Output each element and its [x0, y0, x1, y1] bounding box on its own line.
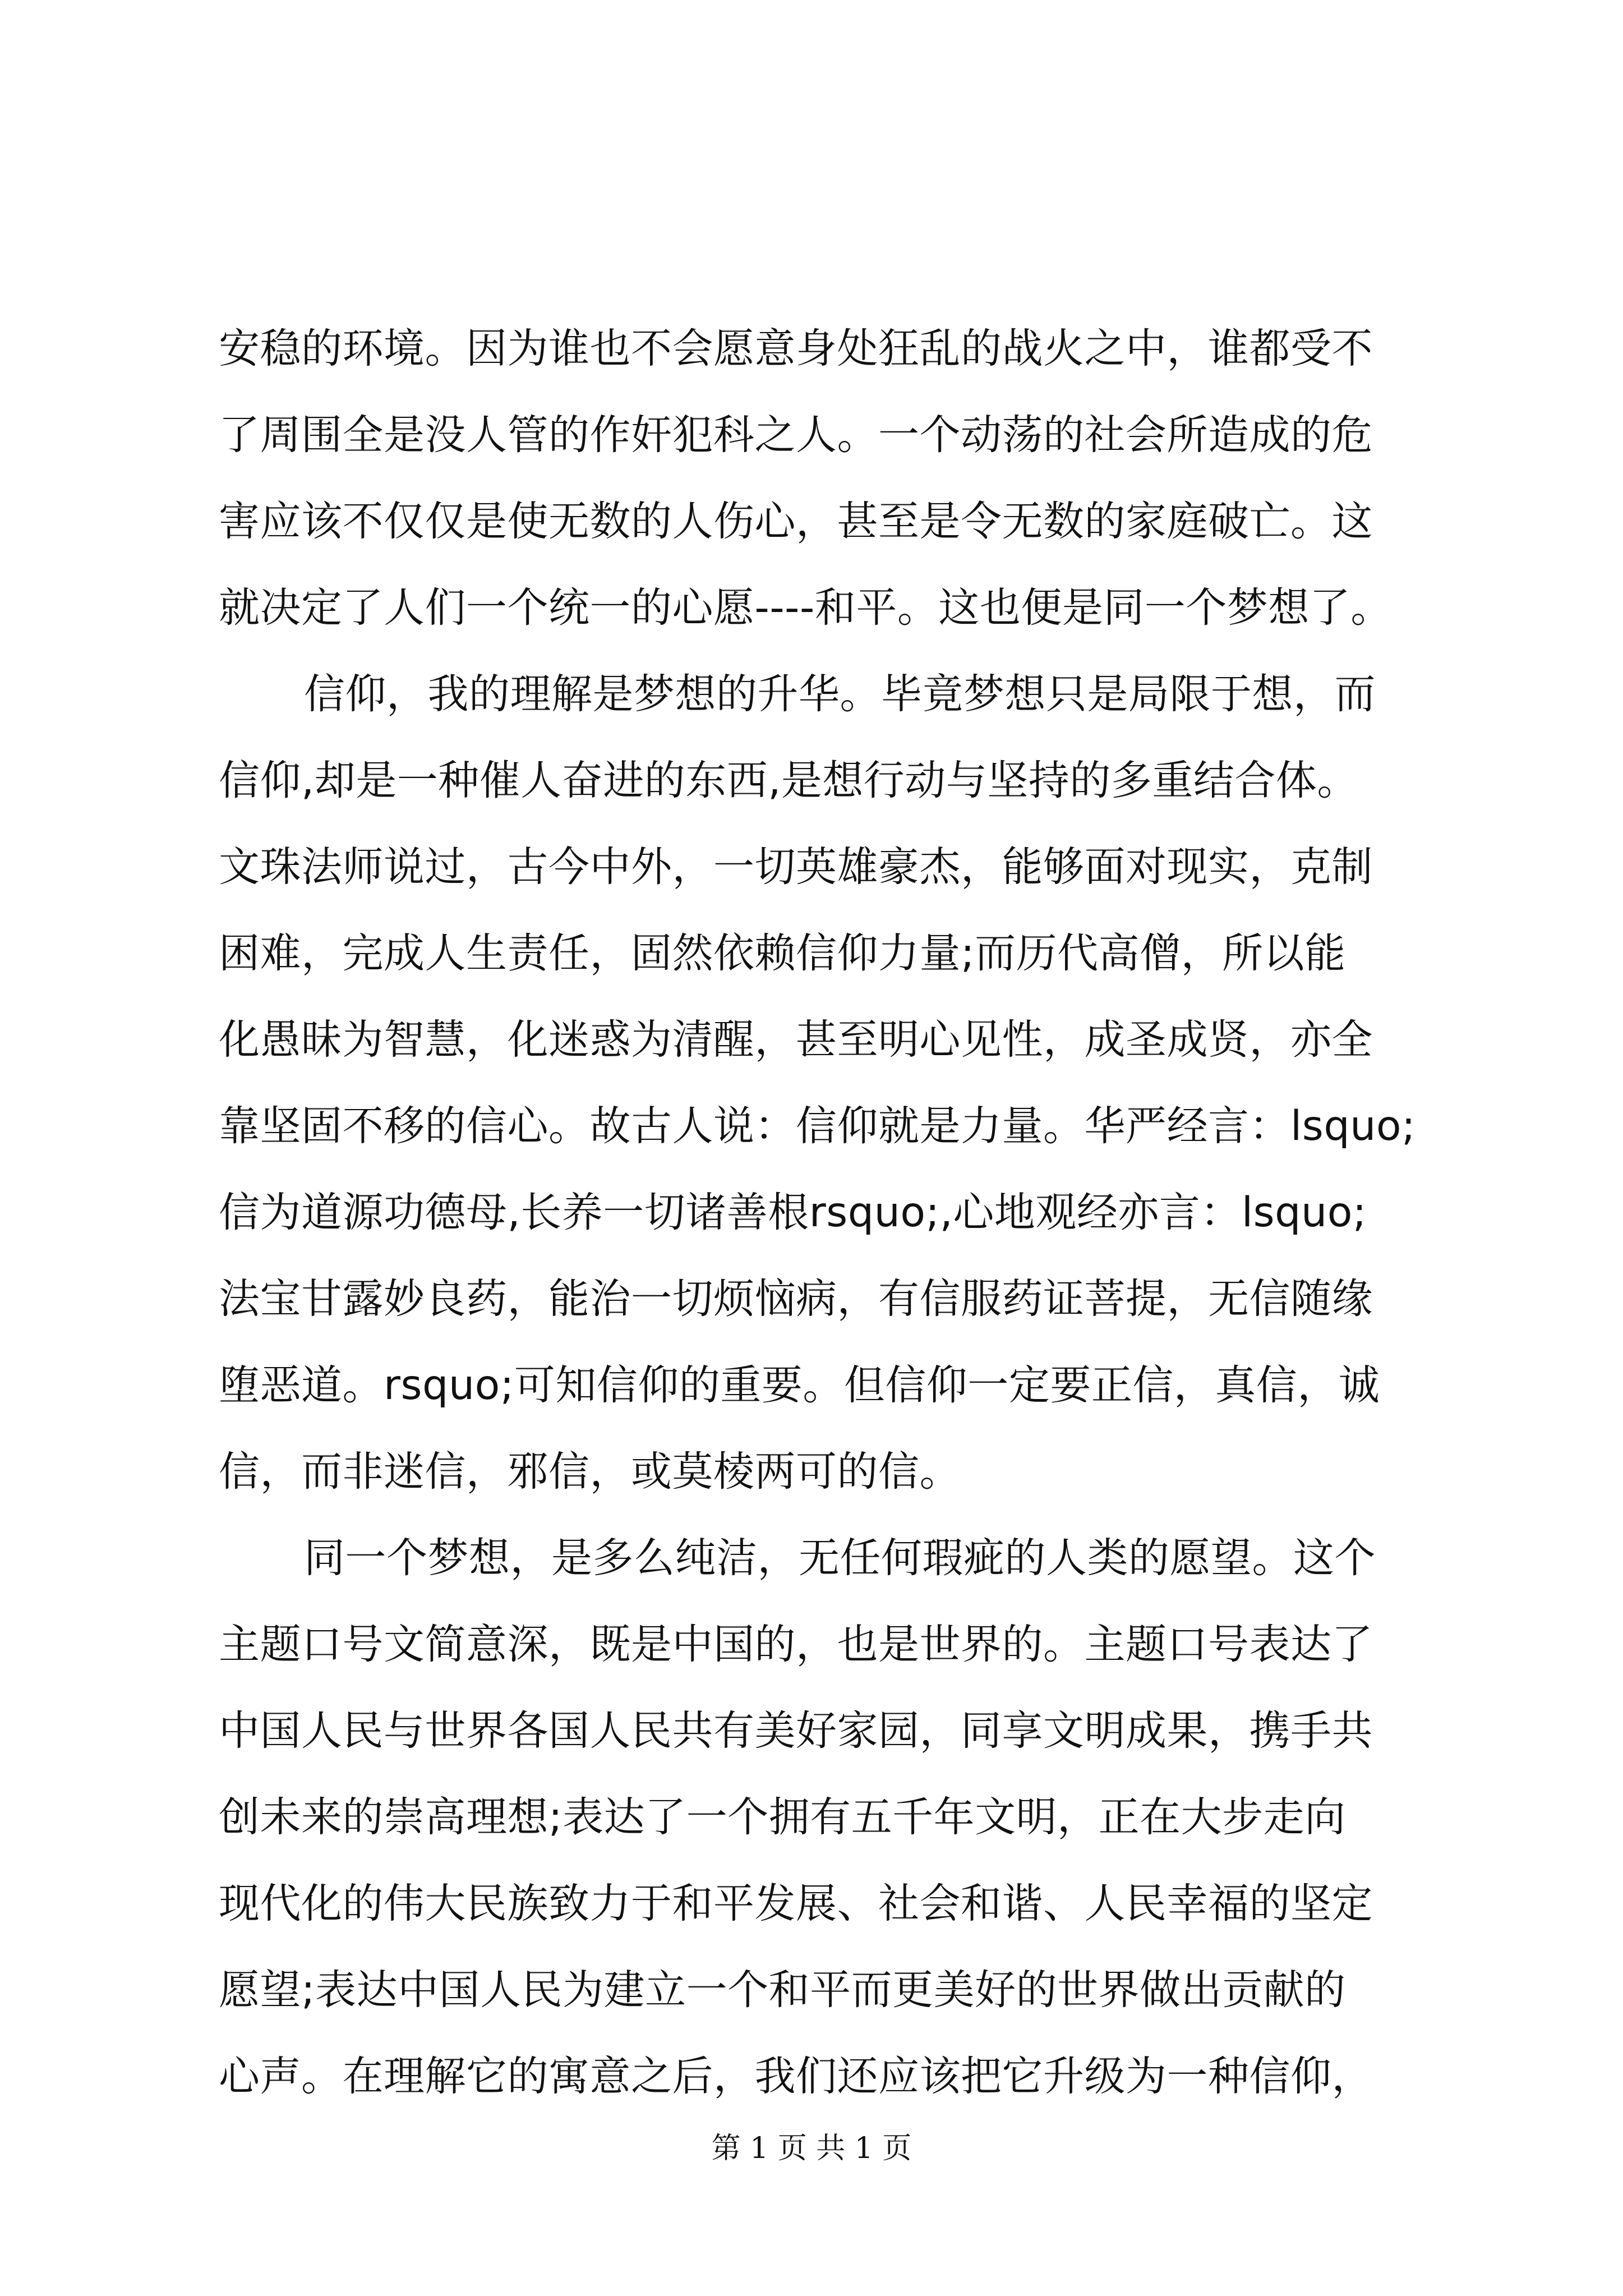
text-line: 主题口号文简意深，既是中国的，也是世界的。主题口号表达了 — [219, 1621, 1373, 1668]
text-line: 害应该不仅仅是使无数的人伤心，甚至是令无数的家庭破亡。这 — [219, 498, 1373, 545]
text-line: 中国人民与世界各国人民共有美好家园，同享文明成果，携手共 — [219, 1707, 1373, 1755]
text-line: 心声。在理解它的寓意之后，我们还应该把它升级为一种信仰， — [219, 2053, 1373, 2100]
page-footer — [0, 2129, 1623, 2168]
text-line: 法宝甘露妙良药，能治一切烦恼病，有信服药证菩提，无信随缘 — [219, 1275, 1373, 1323]
paragraph — [219, 651, 1430, 1515]
text-line: 困难，完成人生责任，固然依赖信仰力量;而历代高僧，所以能 — [219, 930, 1346, 977]
paragraph — [219, 306, 1430, 651]
text-line: 信仰，我的理解是梦想的升华。毕竟梦想只是局限于想，而 — [304, 670, 1376, 718]
text-line: 堕恶道。rsquo;可知信仰的重要。但信仰一定要正信，真信，诚 — [219, 1361, 1380, 1409]
page-number: 第 1 页 共 1 页 — [711, 2132, 912, 2165]
text-line: 安稳的环境。因为谁也不会愿意身处狂乱的战火之中，谁都受不 — [219, 325, 1373, 372]
document-body — [219, 306, 1430, 2120]
text-line: 化愚昧为智慧，化迷惑为清醒，甚至明心见性，成圣成贤，亦全 — [219, 1016, 1373, 1064]
text-line: 了周围全是没人管的作奸犯科之人。一个动荡的社会所造成的危 — [219, 411, 1373, 459]
text-line: 就决定了人们一个统一的心愿----和平。这也便是同一个梦想了。 — [219, 584, 1392, 632]
paragraph — [219, 1515, 1430, 2120]
text-line: 靠坚固不移的信心。故古人说：信仰就是力量。华严经言：lsquo; — [219, 1102, 1416, 1150]
text-line: 愿望;表达中国人民为建立一个和平而更美好的世界做出贡献的 — [219, 1966, 1346, 2014]
text-line: 信，而非迷信，邪信，或莫棱两可的信。 — [219, 1448, 961, 1496]
text-line: 信为道源功德母,长养一切诸善根rsquo;,心地观经亦言：lsquo; — [219, 1189, 1367, 1236]
text-line: 同一个梦想，是多么纯洁，无任何瑕疵的人类的愿望。这个 — [304, 1534, 1376, 1582]
text-line: 现代化的伟大民族致力于和平发展、社会和谐、人民幸福的坚定 — [219, 1880, 1373, 1927]
text-line: 文珠法师说过，古今中外，一切英雄豪杰，能够面对现实，克制 — [219, 843, 1373, 891]
text-line: 信仰,却是一种催人奋进的东西,是想行动与坚持的多重结合体。 — [219, 757, 1358, 804]
text-line: 创未来的崇高理想;表达了一个拥有五千年文明，正在大步走向 — [219, 1793, 1346, 1841]
